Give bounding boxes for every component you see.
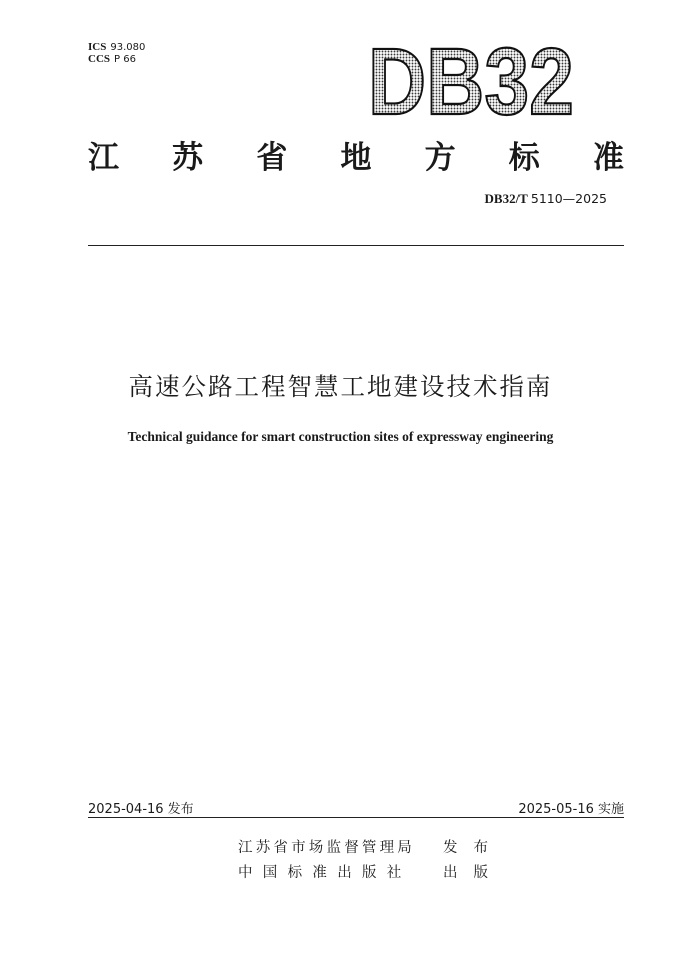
ccs-label: CCS bbox=[88, 53, 111, 65]
ics-value: 93.080 bbox=[110, 42, 146, 53]
standard-type-char: 方 bbox=[424, 139, 456, 176]
ics-label: ICS bbox=[88, 41, 107, 53]
standard-number-value: 5110—2025 bbox=[530, 191, 607, 206]
standard-type-char: 准 bbox=[592, 139, 624, 176]
standard-type-char: 标 bbox=[508, 139, 540, 176]
issue-date: 2025-04-16 发布 bbox=[88, 802, 194, 817]
standard-type-heading bbox=[88, 134, 624, 174]
standard-type-char: 地 bbox=[340, 139, 372, 176]
document-title-zh: 高速公路工程智慧工地建设技术指南 bbox=[128, 372, 553, 401]
document-title-en: Technical guidance for smart construction sites of expressway engineering bbox=[127, 429, 554, 444]
db32-logo-text: DB32 bbox=[368, 29, 574, 135]
standard-type-char: 江 bbox=[88, 139, 119, 176]
publisher-name: 中国标准出版社 bbox=[238, 865, 412, 881]
standard-type-char: 省 bbox=[256, 139, 288, 176]
db32-logo bbox=[366, 29, 576, 135]
issuer-action: 发布 bbox=[443, 840, 504, 856]
header-divider bbox=[88, 245, 624, 246]
standard-number bbox=[485, 191, 607, 207]
standard-number-prefix: DB32/T bbox=[484, 191, 528, 206]
ccs-value: P 66 bbox=[114, 54, 136, 65]
footer-divider bbox=[88, 817, 624, 818]
standard-type-char: 苏 bbox=[172, 139, 204, 176]
ccs-code bbox=[88, 53, 136, 66]
implementation-date: 2025-05-16 实施 bbox=[518, 802, 624, 817]
publisher-action: 出版 bbox=[443, 865, 504, 881]
issuer-name: 江苏省市场监督管理局 bbox=[238, 840, 415, 856]
